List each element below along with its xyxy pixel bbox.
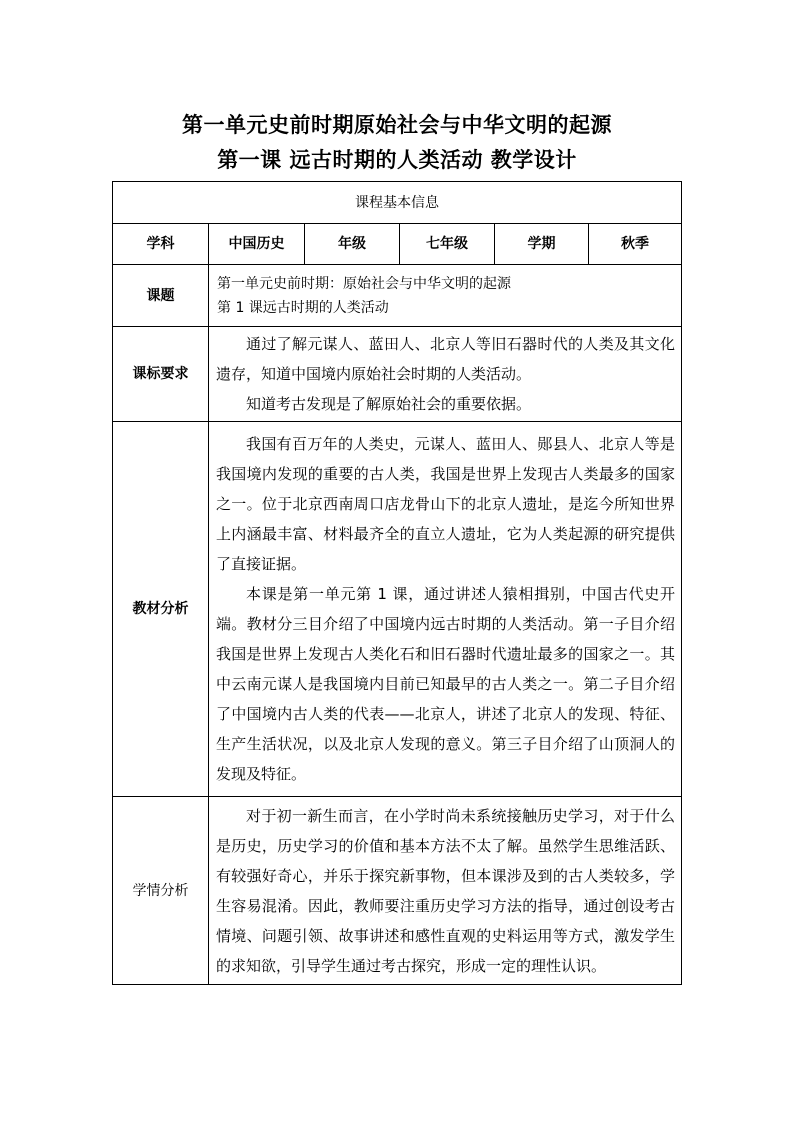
students-label: 学情分析 xyxy=(113,797,209,985)
topic-content xyxy=(209,265,682,327)
topic-row xyxy=(113,265,682,327)
table-header-row xyxy=(113,182,682,224)
standard-content xyxy=(209,327,682,422)
document-title-line1: 第一单元史前时期原始社会与中华文明的起源 xyxy=(182,113,612,137)
standard-paragraph-2: 知道考古发现是了解原始社会的重要依据。 xyxy=(246,395,532,413)
students-row xyxy=(113,797,682,985)
material-content xyxy=(209,422,682,797)
standard-paragraph-1: 通过了解元谋人、蓝田人、北京人等旧石器时代的人类及其文化遗存，知道中国境内原始社会时期的人类活动。 xyxy=(216,335,676,383)
students-content xyxy=(209,797,682,985)
course-meta-row xyxy=(113,224,682,265)
standard-row xyxy=(113,327,682,422)
material-row xyxy=(113,422,682,797)
topic-line1: 第一单元史前时期：原始社会与中华文明的起源 xyxy=(217,275,511,292)
subject-label: 学科 xyxy=(113,224,209,265)
topic-line2: 第 1 课远古时期的人类活动 xyxy=(217,299,389,316)
standard-label: 课标要求 xyxy=(113,327,209,422)
material-paragraph-1: 我国有百万年的人类史，元谋人、蓝田人、郧县人、北京人等是我国境内发现的重要的古人类，我国是世界上发现古人类最多的国家之一。位于北京西南周口店龙骨山下的北京人遗址，是迄今所知世界上内涵最丰富、材料最齐全的直立人遗址，它为人类起源的研究提供了直接证据。 xyxy=(216,435,676,573)
grade-label: 年级 xyxy=(305,224,400,265)
topic-label: 课题 xyxy=(113,265,209,327)
students-paragraph-1: 对于初一新生而言，在小学时尚未系统接触历史学习，对于什么是历史，历史学习的价值和基本方法不太了解。虽然学生思维活跃、有较强好奇心，并乐于探究新事物，但本课涉及到的古人类较多，学生容易混淆。因此，教师要注重历史学习方法的指导，通过创设考古情境、问题引领、故事讲述和感性直观的史料运用等方式，激发学生的求知欲，引导学生通过考古探究，形成一定的理性认识。 xyxy=(216,806,676,975)
material-paragraph-2: 本课是第一单元第 1 课，通过讲述人猿相揖别，中国古代史开端。教材分三目介绍了中国境内远古时期的人类活动。第一子目介绍我国是世界上发现古人类化石和旧石器时代遗址最多的国家之一。其中云南元谋人是我国境内目前已知最早的古人类之一。第二子目介绍了中国境内古人类的代表——北京人，讲述了北京人的发现、特征、生产生活状况，以及北京人发现的意义。第三子目介绍了山顶洞人的发现及特征。 xyxy=(216,585,676,783)
table-header-cell: 课程基本信息 xyxy=(113,182,682,224)
term-value: 秋季 xyxy=(589,224,682,265)
subject-value: 中国历史 xyxy=(209,224,305,265)
course-info-table xyxy=(112,181,682,985)
document-title-line2: 第一课 远古时期的人类活动 教学设计 xyxy=(217,148,577,172)
term-label: 学期 xyxy=(495,224,589,265)
material-label: 教材分析 xyxy=(113,422,209,797)
grade-value: 七年级 xyxy=(400,224,495,265)
